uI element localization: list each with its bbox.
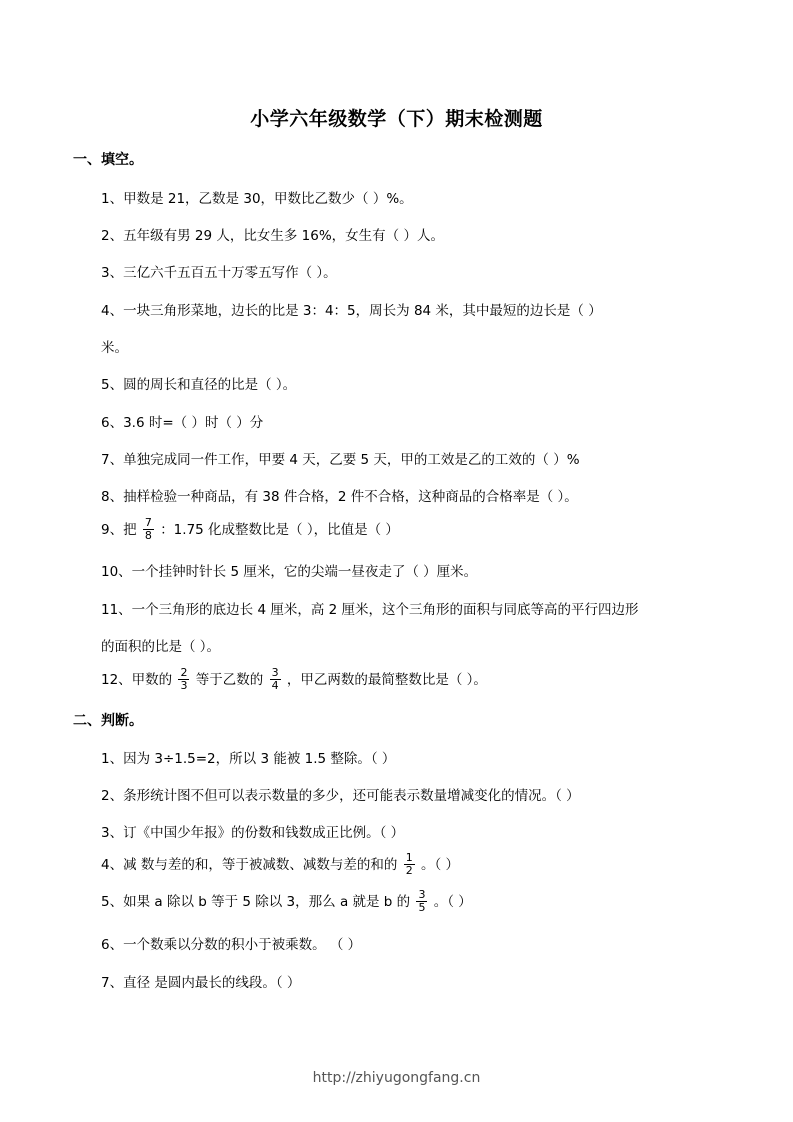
question-2-6: 6、一个数乘以分数的积小于被乘数。 （ ）	[101, 937, 362, 953]
question-1-12-part-a: 12、甲数的	[101, 672, 173, 689]
question-1-12	[101, 668, 487, 692]
question-1-8: 8、抽样检验一种商品，有 38 件合格，2 件不合格，这种商品的合格率是（ ）。	[101, 489, 578, 505]
page-title: 小学六年级数学（下）期末检测题	[250, 108, 543, 130]
question-1-10: 10、一个挂钟时针长 5 厘米，它的尖端一昼夜走了（ ）厘米。	[101, 564, 478, 580]
fraction-numerator: 3	[418, 888, 426, 901]
fraction-one-half	[404, 852, 415, 876]
question-1-11: 11、一个三角形的底边长 4 厘米，高 2 厘米，这个三角形的面积与同底等高的平行四边形	[101, 602, 639, 618]
question-2-5-part-b: 。（ ）	[433, 894, 472, 911]
question-1-1: 1、甲数是 21，乙数是 30，甲数比乙数少（ ）%。	[101, 191, 413, 207]
question-2-4	[101, 853, 459, 877]
question-2-5	[101, 890, 472, 914]
question-1-7: 7、单独完成同一件工作，甲要 4 天，乙要 5 天，甲的工效是乙的工效的（ ）%	[101, 452, 580, 468]
fraction-denominator: 8	[144, 528, 152, 542]
fraction-denominator: 4	[271, 678, 279, 692]
fraction-denominator: 3	[180, 678, 188, 692]
fraction-denominator: 5	[418, 900, 426, 914]
fraction-numerator: 1	[405, 851, 413, 864]
question-1-12-part-c: ，甲乙两数的最简整数比是（ ）。	[286, 672, 487, 689]
fraction-three-quarters	[270, 667, 281, 691]
section-heading-fill-in: 一、填空。	[73, 152, 143, 168]
question-2-5-part-a: 5、如果 a 除以 b 等于 5 除以 3，那么 a 就是 b 的	[101, 894, 411, 911]
question-1-3: 3、三亿六千五百五十万零五写作（ ）。	[101, 265, 337, 281]
fraction-denominator: 2	[405, 863, 413, 877]
question-2-1: 1、因为 3÷1.5=2，所以 3 能被 1.5 整除。（ ）	[101, 751, 396, 767]
footer-url: http://zhiyugongfang.cn	[312, 1070, 481, 1086]
question-1-11-continued: 的面积的比是（ ）。	[101, 639, 221, 655]
question-2-3: 3、订《中国少年报》的份数和钱数成正比例。（ ）	[101, 825, 405, 841]
question-2-4-part-b: 。（ ）	[420, 857, 460, 874]
question-2-2: 2、条形统计图不但可以表示数量的多少，还可能表示数量增减变化的情况。（ ）	[101, 788, 580, 804]
question-1-12-part-b: 等于乙数的	[195, 672, 264, 689]
question-2-7: 7、直径 是圆内最长的线段。（ ）	[101, 975, 301, 991]
question-1-5: 5、圆的周长和直径的比是（ ）。	[101, 377, 297, 393]
question-2-4-part-a: 4、减 数与差的和，等于被减数、减数与差的和的	[101, 857, 398, 874]
fraction-numerator: 3	[271, 666, 279, 679]
fraction-numerator: 7	[144, 516, 152, 529]
question-1-6: 6、3.6 时=（ ）时（ ）分	[101, 415, 264, 431]
fraction-two-thirds	[178, 667, 189, 691]
question-1-9	[101, 518, 399, 542]
fraction-numerator: 2	[180, 666, 188, 679]
question-1-9-prefix: 9、把	[101, 522, 137, 539]
fraction-three-fifths	[416, 889, 427, 913]
question-1-4: 4、一块三角形菜地，边长的比是 3：4：5，周长为 84 米，其中最短的边长是（ ）	[101, 303, 602, 319]
question-1-9-suffix: ：1.75 化成整数比是（ ），比值是（ ）	[160, 522, 399, 539]
section-heading-judge: 二、判断。	[73, 713, 143, 729]
question-1-2: 2、五年级有男 29 人，比女生多 16%，女生有（ ）人。	[101, 228, 444, 244]
fraction-seven-eighths	[143, 517, 154, 541]
question-1-4-continued: 米。	[101, 340, 128, 356]
